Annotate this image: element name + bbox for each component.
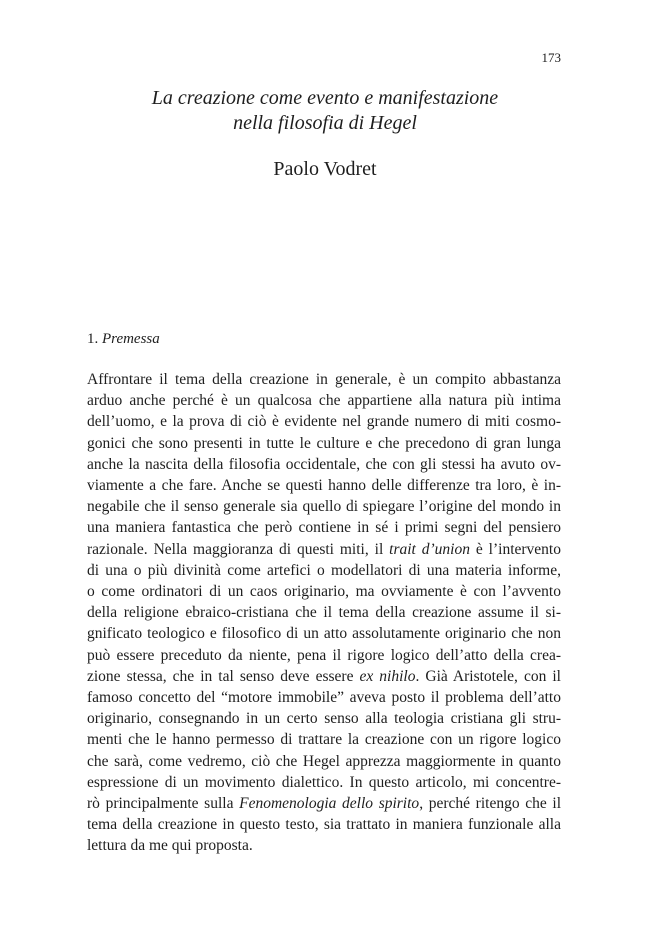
text-segment: viamente a che fare. Anche se questi hanno delle differenze tra loro, è in- [87,477,561,495]
text-segment: una maniera fantastica che però contiene in sé i primi segni del pensiero [87,519,561,537]
text-segment: lettura da me qui proposta. [87,837,253,855]
text-line [87,623,561,644]
text-segment: che sarà, come vedremo, ciò che Hegel apprezza maggiormente in quanto [87,752,561,770]
text-segment: espressione di un movimento dialettico. In questo articolo, mi concentre- [87,773,561,791]
text-segment: della religione ebraico-cristiana che il tema della creazione assume il si- [87,604,561,622]
italic-text: ex nihilo [359,667,416,685]
title-block [0,86,650,136]
text-segment: razionale. Nella maggioranza di questi miti, il [87,540,390,558]
author-name: Paolo Vodret [273,158,377,180]
text-segment: dell’uomo, e la prova di ciò è evidente nel grande numero di miti cosmo- [87,413,561,431]
text-line [87,687,561,708]
text-line [87,475,561,496]
text-segment: rò principalmente sulla [87,795,240,813]
text-line [87,560,561,581]
text-segment: Affrontare il tema della creazione in generale, è un compito abbastanza [87,371,561,388]
text-line [87,666,561,687]
text-segment: tema della creazione in questo testo, sia trattato in maniera funzionale alla [87,816,561,834]
text-line [87,496,561,517]
text-line [87,539,561,560]
text-line [87,729,561,750]
section-heading [87,331,160,348]
text-line [87,602,561,623]
text-line [87,581,561,602]
text-line [87,793,561,814]
text-segment: famoso concetto del “motore immobile” aveva posto il problema dell’atto [87,689,561,707]
text-line [87,433,561,454]
text-segment: zione stessa, che in tal senso deve essere [87,667,360,685]
text-segment: di una o più divinità come artefici o modellatori di una materia informe, [87,561,561,579]
title-line: nella filosofia di Hegel [233,112,417,134]
section-number: 1. [87,331,99,347]
italic-text: Fenomenologia dello spirito [239,795,420,813]
text-segment: gonici che sono presenti in tutte le culture e che precedono di gran lunga [87,434,561,452]
body-paragraph [87,369,561,857]
text-line [87,772,561,793]
italic-text: trait d’union [389,540,470,558]
text-segment: . Già Aristotele, con il [415,667,561,685]
text-segment: o come ordinatori di un caos originario, ma ovviamente è con l’avvento [87,583,561,601]
text-segment: è l’intervento [469,540,561,558]
text-segment: gnificato teologico e filosofico di un atto assolutamente originario che non [87,625,561,643]
text-segment: anche la nascita della filosofia occidentale, che con gli stessi ha avuto ov- [87,455,561,473]
paper-title [0,86,650,136]
text-segment: menti che le hanno permesso di trattare la creazione con un rigore logico [87,731,561,749]
text-line [87,645,561,666]
text-line [87,369,561,390]
text-segment: può essere preceduto da niente, pena il rigore logico dell’atto della crea- [87,646,561,664]
text-line [87,751,561,772]
text-segment: originario, consegnando in un certo senso alla teologia cristiana gli stru- [87,710,561,728]
text-segment: arduo anche perché è un qualcosa che appartiene alla natura più intima [87,392,561,410]
page-number: 173 [541,50,561,65]
text-line [87,708,561,729]
section-title: Premessa [102,331,160,347]
text-line [87,411,561,432]
text-line [87,454,561,475]
text-segment: , perché ritengo che il [419,795,562,813]
text-segment: negabile che il senso generale sia quello di spiegare l’origine del mondo in [87,498,561,516]
text-line [87,517,561,538]
text-line [87,814,561,835]
title-line: La creazione come evento e manifestazione [151,87,499,109]
text-line [87,390,561,411]
text-line [87,835,561,856]
